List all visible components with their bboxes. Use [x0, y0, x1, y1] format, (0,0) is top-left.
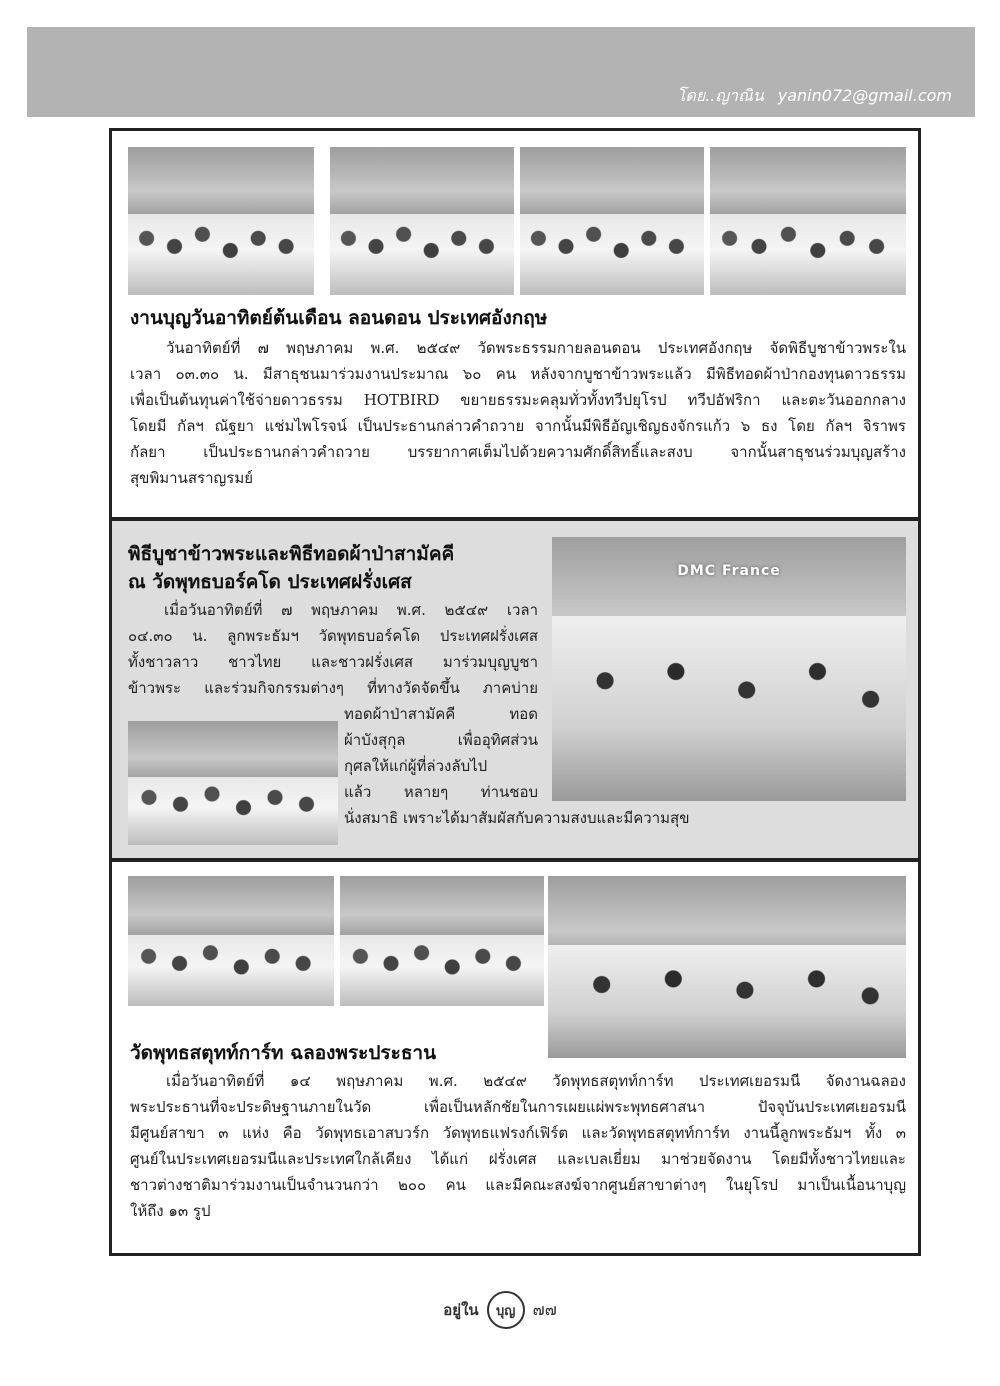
paragraph-line: เมื่อวันอาทิตย์ที่ ๗ พฤษภาคม พ.ศ. ๒๕๔๙ เวลา — [164, 601, 538, 619]
photo-banner-text: DMC France — [677, 563, 781, 580]
section-bordeaux-title-line2: ณ วัดพุทธบอร์คโด ประเทศฝรั่งเศส — [128, 571, 412, 593]
paragraph-line: ทอดผ้าป่าสามัคคี ทอด — [344, 705, 538, 723]
paragraph-line: พระประธานที่จะประดิษฐานภายในวัด เพื่อเป็นหลักชัยในการเผยแผ่พระพุทธศาสนา ปัจจุบันประเทศเยอรมนี — [130, 1098, 906, 1116]
paragraph-line: เมื่อวันอาทิตย์ที่ ๑๔ พฤษภาคม พ.ศ. ๒๕๔๙ วัดพุทธสตุทท์การ์ท ประเทศเยอรมนี จัดงานฉลอง — [166, 1072, 906, 1090]
paragraph-line: ศูนย์ในประเทศเยอรมนีและประเทศใกล้เคียง ได้แก่ ฝรั่งเศส และเบลเยี่ยม มาช่วยจัดงาน โดยมีทั้งชาวไทยและ — [130, 1150, 906, 1168]
byline — [677, 84, 952, 109]
section-stuttgart — [109, 859, 921, 1256]
section-bordeaux-title-line1: พิธีบูชาข้าวพระและพิธีทอดผ้าป่าสามัคคี — [128, 543, 455, 565]
paragraph-line: กัลยา เป็นประธานกล่าวคำถวาย บรรยากาศเต็มไปด้วยความศักดิ์สิทธิ์และสงบ จากนั้นสาธุชนร่วมบุญสร้าง — [130, 443, 906, 461]
section-bordeaux — [109, 518, 921, 861]
paragraph-line: สุขพิมานสราญรมย์ — [130, 469, 254, 487]
footer-logo-text: อยู่ใน — [443, 1301, 479, 1319]
photo-bordeaux-robes — [128, 721, 338, 845]
section-london-body — [130, 335, 906, 491]
photo-london-2 — [330, 147, 514, 295]
paragraph-line: มีศูนย์สาขา ๓ แห่ง คือ วัดพุทธเอาสบวร์ก วัดพุทธแฟรงก์เฟิร์ต และวัดพุทธสตุทท์การ์ท งานนี้ลูกพระธัมฯ ทั้ง ๓ — [130, 1124, 906, 1142]
footer-logo-circle-text: บุญ — [495, 1303, 516, 1319]
section-bordeaux-body-wrap — [344, 701, 538, 805]
byline-email: yanin072@gmail.com — [777, 86, 952, 105]
photo-london-4 — [710, 147, 906, 295]
paragraph-line: ชาวต่างชาติมาร่วมงานเป็นจำนวนกว่า ๒๐๐ คน และมีคณะสงฆ์จากศูนย์สาขาต่างๆ ในยุโรป มาเป็นเนื้อนาบุญ — [130, 1176, 906, 1194]
paragraph-line: เพื่อเป็นต้นทุนค่าใช้จ่ายดาวธรรม HOTBIRD ขยายธรรมะคลุมทั่วทั้งทวีปยุโรป ทวีปอัฟริกา และตะวันออกกลาง — [130, 391, 906, 409]
footer-logo-circle — [487, 1291, 525, 1329]
paragraph-line: โดยมี กัลฯ ณัฐยา แช่มไพโรจน์ เป็นประธานกล่าวคำถวาย จากนั้นมีพิธีอัญเชิญธงจักรแก้ว ๖ ธง โดย กัลฯ จิราพร — [130, 417, 906, 435]
paragraph-line: วันอาทิตย์ที่ ๗ พฤษภาคม พ.ศ. ๒๕๔๙ วัดพระธรรมกายลอนดอน ประเทศอังกฤษ จัดพิธีบูชาข้าวพระใน — [166, 339, 906, 357]
photo-stuttgart-3 — [548, 876, 906, 1058]
photo-stuttgart-1 — [128, 876, 334, 1006]
paragraph-line: ข้าวพระ และร่วมกิจกรรมต่างๆ ที่ทางวัดจัดขึ้น ภาคบ่าย — [128, 679, 538, 697]
byline-author: โดย..ญาณิน — [676, 86, 764, 105]
photo-bordeaux-group — [552, 537, 906, 801]
paragraph-line: ผ้าบังสุกุล เพื่ออุทิศส่วน — [344, 731, 538, 749]
paragraph-line: นั่งสมาธิ เพราะได้มาสัมผัสกับความสงบและมีความสุข — [344, 809, 690, 827]
photo-london-3 — [520, 147, 704, 295]
photo-stuttgart-2 — [340, 876, 544, 1006]
section-stuttgart-body — [130, 1068, 906, 1224]
paragraph-line: ๐๔.๓๐ น. ลูกพระธัมฯ วัดพุทธบอร์คโด ประเทศฝรั่งเศส — [128, 627, 538, 645]
page-number: ๗๗ — [532, 1299, 557, 1319]
paragraph-line: แล้ว หลายๆ ท่านชอบ — [344, 783, 538, 801]
paragraph-line: ทั้งชาวลาว ชาวไทย และชาวฝรั่งเศส มาร่วมบุญบูชา — [128, 653, 538, 671]
photo-london-1 — [128, 147, 314, 295]
section-bordeaux-body-top — [128, 597, 538, 701]
section-london-title: งานบุญวันอาทิตย์ต้นเดือน ลอนดอน ประเทศอังกฤษ — [130, 307, 548, 329]
section-bordeaux-body-last — [344, 805, 884, 831]
section-stuttgart-title: วัดพุทธสตุทท์การ์ท ฉลองพระประธาน — [130, 1042, 437, 1064]
section-london — [109, 128, 921, 520]
page-footer — [0, 1290, 1000, 1330]
paragraph-line: เวลา ๐๓.๓๐ น. มีสาธุชนมาร่วมงานประมาณ ๖๐ คน หลังจากบูชาข้าวพระแล้ว มีพิธีทอดผ้าป่ากองทุนดาวธรรม — [130, 365, 906, 383]
paragraph-line: ให้ถึง ๑๓ รูป — [130, 1202, 211, 1220]
paragraph-line: กุศลให้แก่ผู้ที่ล่วงลับไป — [344, 757, 488, 775]
